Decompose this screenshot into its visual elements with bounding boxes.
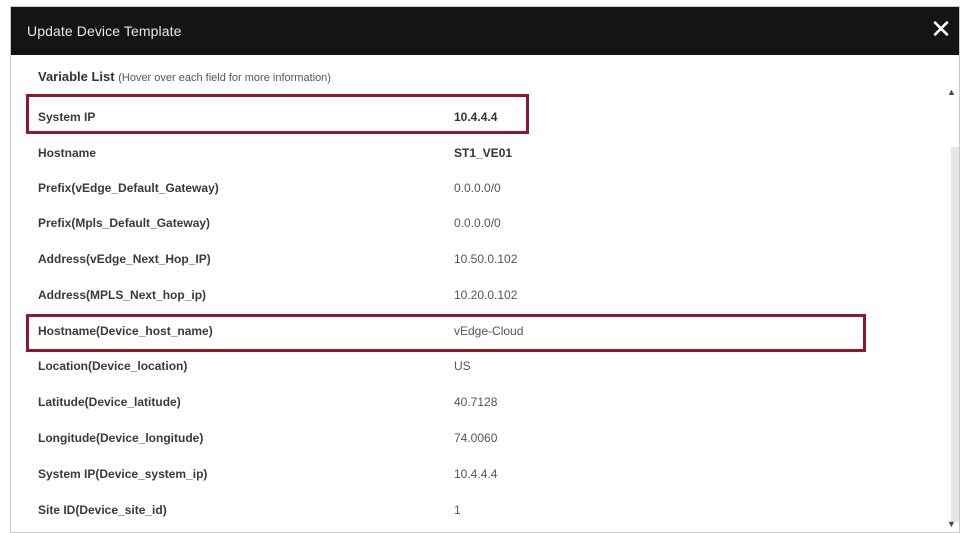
variable-row-hostname-device-host-name[interactable] [38, 322, 918, 344]
close-icon[interactable]: ✕ [930, 14, 952, 44]
dialog-title: Update Device Template [27, 23, 182, 39]
variable-key: Location(Device_location) [38, 359, 188, 373]
variable-key: Site ID(Device_site_id) [38, 503, 167, 517]
scroll-down-icon[interactable]: ▼ [947, 519, 956, 529]
variable-row-address-mpls-next-hop-ip[interactable] [38, 286, 918, 308]
variable-list-hint: (Hover over each field for more information) [118, 72, 331, 84]
variable-value[interactable]: ST1_VE01 [454, 146, 513, 160]
variable-value[interactable]: 10.4.4.4 [454, 110, 498, 124]
variable-value[interactable]: 10.50.0.102 [454, 252, 518, 266]
variable-row-latitude[interactable] [38, 393, 918, 415]
variable-row-prefix-mpls-default-gateway[interactable] [38, 214, 918, 236]
variable-key: Longitude(Device_longitude) [38, 431, 204, 445]
variable-key: Latitude(Device_latitude) [38, 395, 181, 409]
variable-value[interactable]: 0.0.0.0/0 [454, 216, 501, 230]
variable-row-hostname[interactable] [38, 144, 918, 166]
variable-value[interactable]: 1 [454, 503, 461, 517]
variable-list-heading [38, 69, 331, 84]
variable-value[interactable]: US [454, 359, 471, 373]
variable-key: Prefix(Mpls_Default_Gateway) [38, 216, 211, 230]
variable-value[interactable]: 40.7128 [454, 395, 498, 409]
variable-key: Hostname [38, 146, 97, 160]
variable-value[interactable]: 10.4.4.4 [454, 467, 498, 481]
update-device-template-dialog [10, 6, 960, 533]
variable-row-location[interactable] [38, 357, 918, 379]
variable-row-address-vedge-next-hop-ip[interactable] [38, 250, 918, 272]
variable-value[interactable]: vEdge-Cloud [454, 324, 524, 338]
variable-value[interactable]: 0.0.0.0/0 [454, 181, 501, 195]
scroll-up-icon[interactable]: ▲ [947, 87, 956, 97]
scrollbar-track[interactable] [951, 147, 959, 522]
variable-key: Prefix(vEdge_Default_Gateway) [38, 181, 219, 195]
variable-row-prefix-vedge-default-gateway[interactable] [38, 179, 918, 201]
variable-key: Address(MPLS_Next_hop_ip) [38, 288, 207, 302]
variable-row-longitude[interactable] [38, 429, 918, 451]
variable-value[interactable]: 10.20.0.102 [454, 288, 518, 302]
variable-row-site-id[interactable] [38, 501, 918, 523]
variable-value[interactable]: 74.0060 [454, 431, 498, 445]
variable-key: System IP(Device_system_ip) [38, 467, 208, 481]
variable-key: System IP [38, 110, 96, 124]
variable-row-system-ip[interactable] [38, 108, 918, 130]
variable-key: Address(vEdge_Next_Hop_IP) [38, 252, 211, 266]
variable-key: Hostname(Device_host_name) [38, 324, 213, 338]
variable-row-system-ip-device[interactable] [38, 465, 918, 487]
variable-list-label: Variable List [38, 69, 115, 84]
dialog-titlebar [11, 7, 959, 55]
